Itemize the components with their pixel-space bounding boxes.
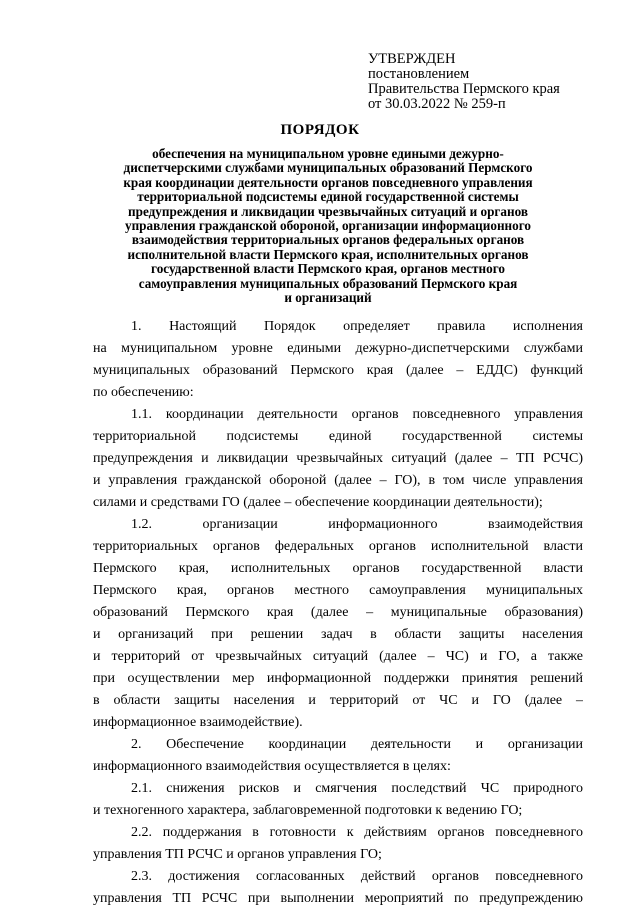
body-line: 2. Обеспечение координации деятельности и организации: [131, 737, 583, 752]
subtitle-line: территориальной подсистемы единой государственной системы: [137, 189, 519, 205]
body-line: 1.2. организации информационного взаимодействия: [131, 517, 583, 532]
subtitle-line: исполнительной власти Пермского края, исполнительных органов: [127, 246, 529, 262]
approval-authority: Правительства Пермского края: [368, 81, 560, 97]
body-line: территориальных органов федеральных органов исполнительной власти: [93, 539, 583, 554]
subtitle-line: управления гражданской обороной, организации информационного: [124, 218, 532, 234]
body-line: и территорий от чрезвычайных ситуаций (далее – ЧС) и ГО, а также: [93, 649, 583, 664]
body-line: управления ТП РСЧС при выполнении мероприятий по предупреждению: [93, 891, 583, 906]
body-line: 2.1. снижения рисков и смягчения последствий ЧС природного: [131, 781, 583, 796]
approval-date-number: от 30.03.2022 № 259-п: [368, 96, 506, 112]
body-line: территориальной подсистемы единой государственной системы: [93, 429, 583, 444]
body-line: Пермского края, органов местного самоуправления муниципальных: [93, 583, 583, 598]
subtitle-line: взаимодействия территориальных органов федеральных органов: [131, 232, 525, 248]
body-line: и организаций при решении задач в области защиты населения: [93, 627, 583, 642]
subtitle-line: предупреждения и ликвидации чрезвычайных ситуаций и органов: [128, 203, 528, 219]
body-line: по обеспечению:: [93, 385, 194, 400]
document-subtitle: [92, 147, 564, 305]
body-line: предупреждения и ликвидации чрезвычайных ситуаций (далее – ТП РСЧС): [93, 451, 583, 466]
body-line: образований Пермского края (далее – муниципальные образования): [93, 605, 583, 620]
body-line: силами и средствами ГО (далее – обеспечение координации деятельности);: [93, 495, 543, 510]
document-body: [93, 316, 583, 910]
approval-status: УТВЕРЖДЕН: [368, 51, 456, 67]
document-title: ПОРЯДОК: [280, 122, 360, 138]
body-line: муниципальных образований Пермского края (далее – ЕДДС) функций: [93, 363, 583, 378]
body-line: информационное взаимодействие).: [93, 715, 303, 730]
body-line: 2.3. достижения согласованных действий органов повседневного: [131, 869, 583, 884]
body-line: 1. Настоящий Порядок определяет правила исполнения: [131, 319, 583, 334]
body-line: на муниципальном уровне едиными дежурно-диспетчерскими службами: [93, 341, 583, 356]
subtitle-line: государственной власти Пермского края, органов местного: [151, 261, 505, 277]
body-line: Пермского края, исполнительных органов государственной власти: [93, 561, 583, 576]
subtitle-line: и организаций: [284, 290, 372, 306]
body-line: информационного взаимодействия осуществляется в целях:: [93, 759, 451, 774]
subtitle-line: самоуправления муниципальных образований Пермского края: [138, 275, 518, 291]
body-line: в области защиты населения и территорий от ЧС и ГО (далее –: [93, 693, 583, 708]
body-line: управления ТП РСЧС и органов управления ГО;: [93, 847, 382, 862]
body-line: и управления гражданской обороной (далее – ГО), в том числе управления: [93, 473, 583, 488]
body-line: 2.2. поддержания в готовности к действиям органов повседневного: [131, 825, 583, 840]
subtitle-line: диспетчерскими службами муниципальных образований Пермского: [123, 160, 533, 176]
approval-stamp: [368, 52, 560, 112]
subtitle-line: обеспечения на муниципальном уровне едиными дежурно-: [152, 146, 504, 161]
body-line: при осуществлении мер информационной поддержки принятия решений: [93, 671, 583, 686]
approval-act: постановлением: [368, 66, 470, 82]
body-line: 1.1. координации деятельности органов повседневного управления: [131, 407, 583, 422]
body-line: и техногенного характера, заблаговременной подготовки к ведению ГО;: [93, 803, 523, 818]
subtitle-line: края координации деятельности органов повседневного управления: [123, 174, 533, 190]
